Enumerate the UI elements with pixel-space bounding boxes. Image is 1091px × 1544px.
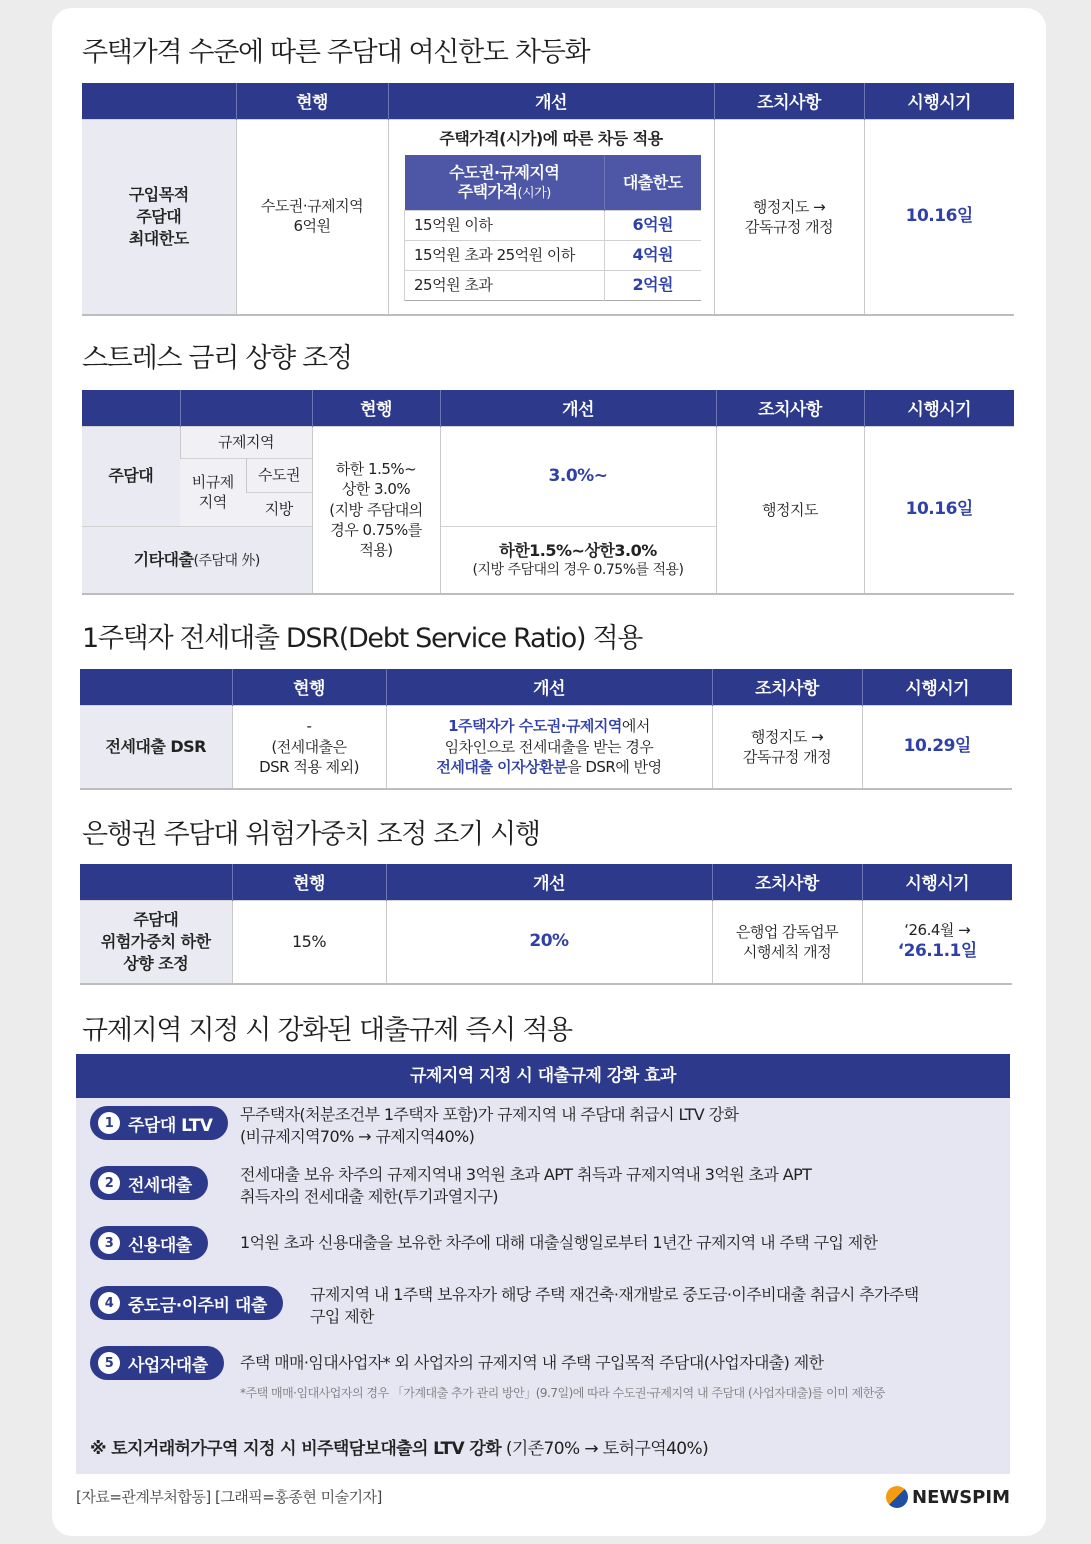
improve-value: 3.0%~ bbox=[440, 426, 716, 526]
improve-value: 1주택자가 수도권·규제지역에서 임차인으로 전세대출을 받는 경우 전세대출 이자상환분을 DSR에 반영 bbox=[386, 705, 712, 789]
header-action: 조치사항 bbox=[714, 83, 864, 119]
row-head: 주담대 위험가중치 하한 상향 조정 bbox=[80, 900, 232, 984]
section2-title: 스트레스 금리 상향 조정 bbox=[82, 343, 352, 374]
header-current: 현행 bbox=[236, 83, 388, 119]
current-value: 15% bbox=[232, 900, 386, 984]
header-blank bbox=[82, 390, 180, 426]
inner-header-limit: 대출한도 bbox=[605, 155, 701, 210]
header-current: 현행 bbox=[232, 669, 386, 705]
header-blank bbox=[80, 669, 232, 705]
row-head: 구입목적 주담대 최대한도 bbox=[82, 119, 236, 315]
source-credit: [자료=관계부처합동] [그래픽=홍종현 미술기자] bbox=[76, 1488, 382, 1506]
price-row-label: 15억원 이하 bbox=[405, 210, 605, 240]
header-blank bbox=[82, 83, 236, 119]
section3-title: 1주택자 전세대출 DSR(Debt Service Ratio) 적용 bbox=[82, 623, 643, 654]
header-action: 조치사항 bbox=[712, 864, 862, 900]
section4-table bbox=[80, 864, 1012, 985]
action-value: 행정지도 → 감독규정 개정 bbox=[714, 119, 864, 315]
header-date: 시행시기 bbox=[864, 83, 1014, 119]
item-4-pill: 4 중도금·이주비 대출 bbox=[90, 1286, 283, 1320]
action-value: 은행업 감독업무 시행세칙 개정 bbox=[712, 900, 862, 984]
ltv-note: ※ 토지거래허가구역 지정 시 비주택담보대출의 LTV 강화 (기존70% → 토허구역40%) bbox=[90, 1439, 709, 1459]
row-head: 전세대출 DSR bbox=[80, 705, 232, 789]
current-value: 수도권·규제지역 6억원 bbox=[236, 119, 388, 315]
number-1-icon: 1 bbox=[98, 1112, 120, 1134]
header-current: 현행 bbox=[232, 864, 386, 900]
price-row-label: 15억원 초과 25억원 이하 bbox=[405, 240, 605, 270]
item-5-pill: 5 사업자대출 bbox=[90, 1346, 224, 1380]
number-4-icon: 4 bbox=[98, 1292, 120, 1314]
section4-title: 은행권 주담대 위험가중치 조정 조기 시행 bbox=[82, 819, 540, 850]
header-improve: 개선 bbox=[440, 390, 716, 426]
header-action: 조치사항 bbox=[712, 669, 862, 705]
item-3-pill: 3 신용대출 bbox=[90, 1226, 208, 1260]
item-5-text: 주택 매매·임대사업자* 외 사업자의 규제지역 내 주택 구입목적 주담대(사업자대출) 제한 bbox=[240, 1353, 824, 1372]
improve-cell: 주택가격(시가)에 따른 차등 적용 bbox=[388, 119, 714, 315]
date-value: 10.16일 bbox=[864, 119, 1014, 315]
other-loan-label: 기타대출(주담대 外) bbox=[82, 526, 312, 594]
limit-value: 6억원 bbox=[605, 210, 701, 240]
item-4-text: 규제지역 내 1주택 보유자가 해당 주택 재건축·재개발로 중도금·이주비대출 취급시 추가주택 구입 제한 bbox=[310, 1285, 919, 1327]
date-value: ‘26.4월 → ‘26.1.1일 bbox=[862, 900, 1012, 984]
header-improve: 개선 bbox=[386, 864, 712, 900]
improve-value-other: 하한1.5%~상한3.0% (지방 주담대의 경우 0.75%를 적용) bbox=[440, 526, 716, 594]
item-1-pill: 1 주담대 LTV bbox=[90, 1106, 228, 1140]
footnote: *주택 매매·임대사업자의 경우 「가계대출 추가 관리 방안」(9.7일)에 따라 수도권·규제지역 내 주담대 (사업자대출)를 이미 제한중 bbox=[240, 1386, 885, 1400]
header-date: 시행시기 bbox=[862, 669, 1012, 705]
section2-table bbox=[82, 390, 1014, 595]
header-current: 현행 bbox=[312, 390, 440, 426]
header-improve: 개선 bbox=[386, 669, 712, 705]
non-regulated-label: 비규제 지역 bbox=[180, 458, 246, 526]
number-3-icon: 3 bbox=[98, 1232, 120, 1254]
price-limit-table bbox=[404, 155, 701, 301]
date-value: 10.16일 bbox=[864, 426, 1014, 594]
current-value: - (전세대출은 DSR 적용 제외) bbox=[232, 705, 386, 789]
item-2-text: 전세대출 보유 차주의 규제지역내 3억원 초과 APT 취득과 규제지역내 3억원 초과 APT 취득자의 전세대출 제한(투기과열지구) bbox=[240, 1165, 812, 1207]
header-action: 조치사항 bbox=[716, 390, 864, 426]
number-5-icon: 5 bbox=[98, 1352, 120, 1374]
price-row-label: 25억원 초과 bbox=[405, 270, 605, 300]
header-date: 시행시기 bbox=[862, 864, 1012, 900]
header-blank bbox=[80, 864, 232, 900]
improve-value: 20% bbox=[386, 900, 712, 984]
regulated-area-label: 규제지역 bbox=[180, 426, 312, 458]
limit-value: 4억원 bbox=[605, 240, 701, 270]
date-value: 10.29일 bbox=[862, 705, 1012, 789]
newspim-logo: NEWSPIM bbox=[886, 1486, 1010, 1508]
newspim-logo-icon bbox=[886, 1486, 908, 1508]
action-value: 행정지도 → 감독규정 개정 bbox=[712, 705, 862, 789]
box-title: 규제지역 지정 시 대출규제 강화 효과 bbox=[76, 1054, 1010, 1098]
number-2-icon: 2 bbox=[98, 1172, 120, 1194]
section5-title: 규제지역 지정 시 강화된 대출규제 즉시 적용 bbox=[82, 1015, 572, 1046]
limit-value: 2억원 bbox=[605, 270, 701, 300]
section1-title: 주택가격 수준에 따른 주담대 여신한도 차등화 bbox=[82, 37, 590, 68]
section3-table bbox=[80, 669, 1012, 790]
capital-area-label: 수도권 bbox=[246, 458, 312, 492]
local-area-label: 지방 bbox=[246, 492, 312, 526]
header-improve: 개선 bbox=[388, 83, 714, 119]
item-2-pill: 2 전세대출 bbox=[90, 1166, 208, 1200]
header-date: 시행시기 bbox=[864, 390, 1014, 426]
inner-header-price: 수도권·규제지역 주택가격(시가) bbox=[405, 155, 605, 210]
header-blank bbox=[180, 390, 312, 426]
action-value: 행정지도 bbox=[716, 426, 864, 594]
item-3-text: 1억원 초과 신용대출을 보유한 차주에 대해 대출실행일로부터 1년간 규제지역 내 주택 구입 제한 bbox=[240, 1233, 878, 1252]
current-value: 하한 1.5%~ 상한 3.0% (지방 주담대의 경우 0.75%를 적용) bbox=[312, 426, 440, 594]
item-1-text: 무주택자(처분조건부 1주택자 포함)가 규제지역 내 주담대 취급시 LTV 강화 (비규제지역70% → 규제지역40%) bbox=[240, 1105, 739, 1147]
row-head: 주담대 bbox=[82, 426, 180, 526]
